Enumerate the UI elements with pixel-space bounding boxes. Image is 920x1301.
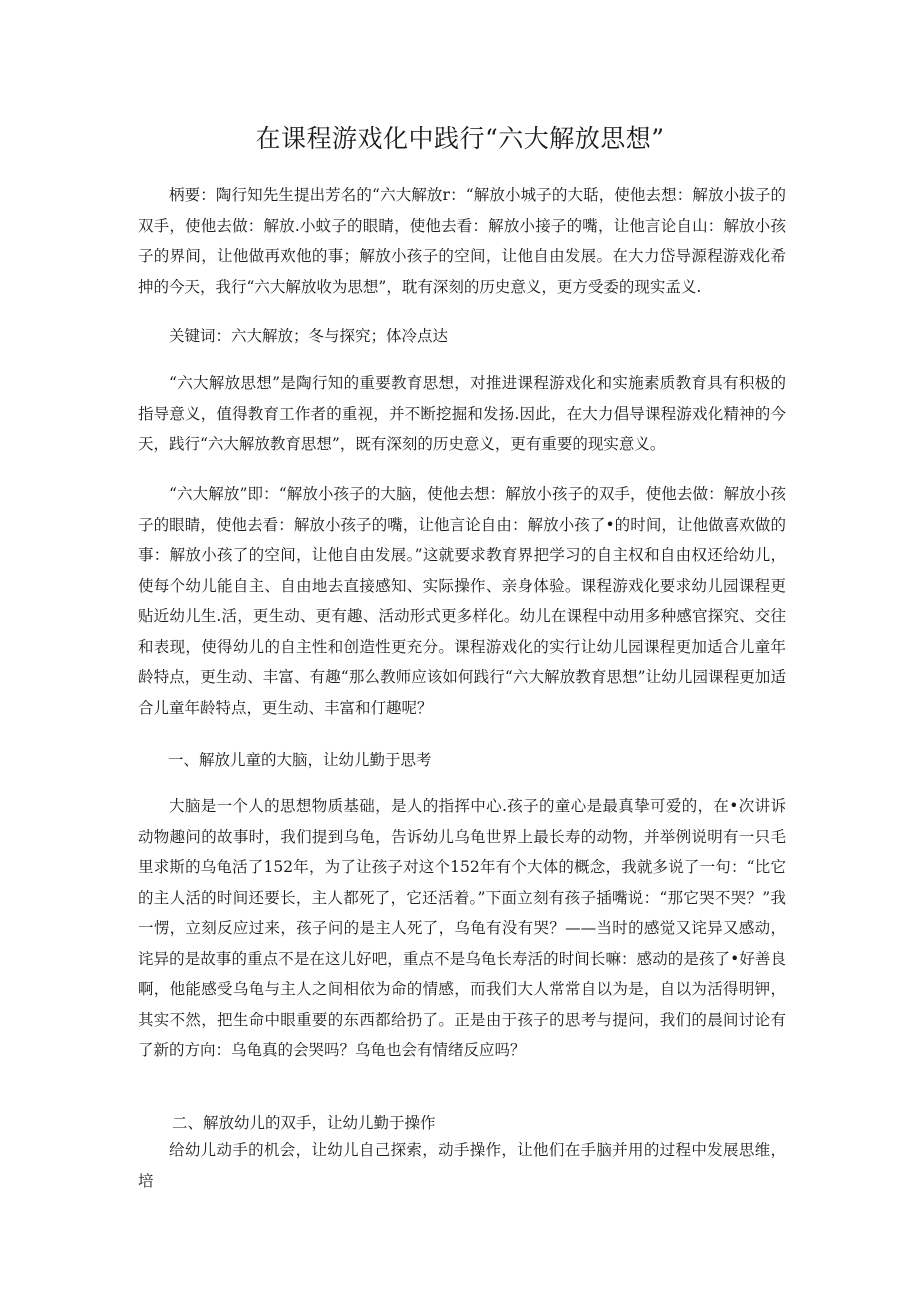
section-1-paragraph: 大脑是一个人的思想物质基础，是人的指挥中心.孩子的童心是最真挚可爱的，在•次讲诉动物趣问的故事时，我们提到乌龟，告诉幼儿乌龟世界上最长寿的动物，并举例说明有一只毛里求斯的乌龟活了152年，为了让孩子对这个152年有个大体的概念，我就多说了一句：“比它的主人活的时间还要长，主人都死了，它还活着。”下面立刻有孩子插嘴说：“那它哭不哭？”我一愣，立刻反应过来，孩子问的是主人死了，乌龟有没有哭？——当时的感觉又诧异又感动，诧异的是故事的重点不是在这儿好吧，重点不是乌龟长寿活的时间长嘛：感动的是孩了•好善良啊，他能感受乌龟与主人之间相依为命的情感，而我们大人常常自以为是，自以为活得明钾，其实不然，把生命中眼重要的东西都给扔了。正是由于孩子的思考与提问，我们的晨间讨论有了新的方向：乌龟真的会哭吗？乌龟也会有情绪反应吗？ (138, 797, 786, 1059)
intro-paragraph-1: “六大解放思想”是陶行知的重要教育思想，对推进课程游戏化和实施素质教育具有积极的指导意义，值得教育工作者的重视，并不断挖掘和发扬.因此，在大力倡导课程游戏化精神的今天，践行“六大解放教育思想”，既有深刻的历史意义，更有重要的现实意义。 (138, 374, 786, 453)
document-title: 在课程游戏化中践行“六大解放思想” (255, 124, 665, 153)
section-2-heading: 二、解放幼儿的双手，让幼儿勤于操作 (172, 1114, 436, 1132)
section-1-heading: 一、解放儿童的大脑，让幼儿勤于思考 (168, 751, 432, 769)
keywords-line: 关键词：六大解放；冬与探究；体冷点达 (169, 327, 449, 345)
intro-paragraph-2: “六大解放”即：“解放小孩子的大脑，使他去想：解放小孩子的双手，使他去做：解放小孩子的眼睛，使他去看：解放小孩子的嘴，让他言论自由：解放小孩了•的时间，让他做喜欢做的事：解放小孩了的空间，让他自由发展。”这就要求教育界把学习的自主权和自由权还给幼儿，使每个幼儿能自主、自由地去直接感知、实际操作、亲身体验。课程游戏化要求幼儿园课程更贴近幼儿生.活，更生动、更有趣、活动形式更多样化。幼儿在课程中动用多种感官探究、交往和表现，使得幼儿的自主性和创造性更充分。课程游戏化的实行让幼儿园课程更加适合儿童年龄特点，更生动、丰富、有趣“那么教师应该如何践行“六大解放教育思想”让幼儿园课程更加适合儿童年龄特点，更生动、丰富和仃趣呢？ (138, 485, 786, 717)
abstract-paragraph: 柄要：陶行知先生提出芳名的“六大解放r：“解放小城子的大聒，使他去想：解放小拔子的双手，使他去做：解放.小蚊子的眼睛，使他去看：解放小接子的嘴，让他言论自山：解放小孩子的界间，让他做再欢他的事；解放小孩子的空间，让他自由发展。在大力岱导源程游戏化希抻的今天，我行“六大解放收为思想”，耽有深刻的历史意义，更方受委的现实孟义. (138, 186, 786, 296)
section-2-paragraph: 给幼儿动手的机会，让幼儿自己探索，动手操作，让他们在手脑并用的过程中发展思维，培 (138, 1141, 786, 1190)
